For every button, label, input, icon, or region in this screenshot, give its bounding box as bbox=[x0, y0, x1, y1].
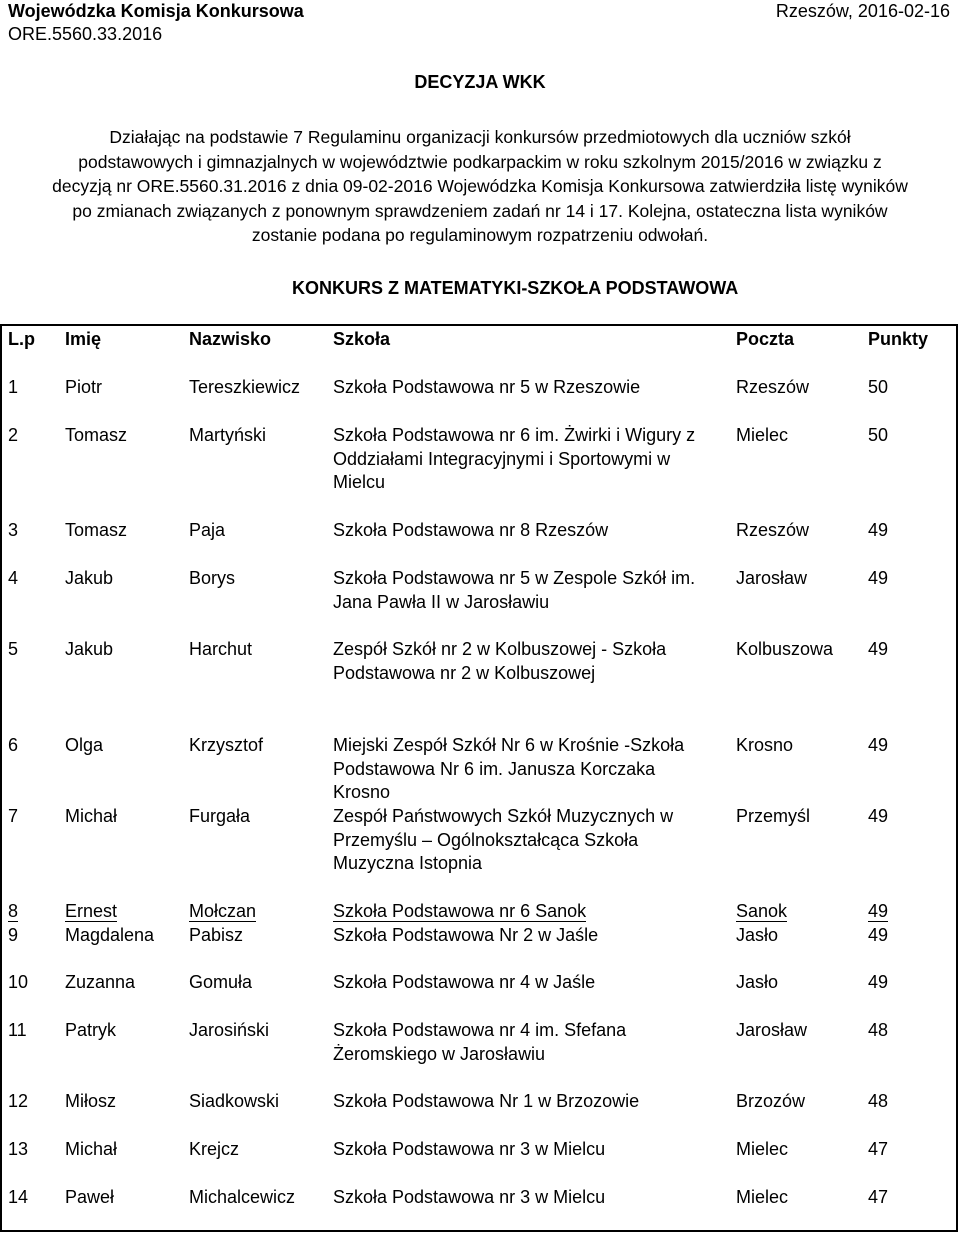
column-header-poczta: Poczta bbox=[736, 329, 795, 349]
row-post-town bbox=[736, 1090, 860, 1114]
row-last-name-text: Michalcewicz bbox=[189, 1187, 296, 1207]
row-school bbox=[333, 1186, 731, 1210]
row-lp-text: 5 bbox=[8, 639, 19, 659]
row-school-text: Szkoła Podstawowa nr 4 w Jaśle bbox=[333, 972, 596, 992]
row-first-name bbox=[65, 376, 187, 400]
row-last-name bbox=[189, 424, 331, 448]
row-lp-text: 14 bbox=[8, 1187, 29, 1207]
row-lp bbox=[8, 567, 60, 591]
row-first-name-text: Piotr bbox=[65, 377, 103, 397]
row-post-town-text: Krosno bbox=[736, 735, 794, 755]
row-post-town-text: Sanok bbox=[736, 901, 788, 921]
column-header-imie: Imię bbox=[65, 329, 102, 349]
row-lp-text: 4 bbox=[8, 568, 19, 588]
row-points bbox=[868, 567, 948, 591]
row-post-town bbox=[736, 424, 860, 448]
row-lp bbox=[8, 924, 60, 948]
row-first-name-text: Olga bbox=[65, 735, 104, 755]
row-school-text: Szkoła Podstawowa nr 5 w Zespole Szkół im. bbox=[333, 568, 696, 588]
row-first-name bbox=[65, 1138, 187, 1162]
row-lp bbox=[8, 638, 60, 662]
row-first-name-text: Paweł bbox=[65, 1187, 115, 1207]
row-points bbox=[868, 971, 948, 995]
row-school-text: Szkoła Podstawowa nr 5 w Rzeszowie bbox=[333, 377, 641, 397]
row-first-name-text: Michał bbox=[65, 806, 118, 826]
row-last-name-text: Martyński bbox=[189, 425, 267, 445]
row-lp bbox=[8, 1138, 60, 1162]
row-lp bbox=[8, 424, 60, 448]
row-first-name-text: Miłosz bbox=[65, 1091, 117, 1111]
row-lp bbox=[8, 1186, 60, 1210]
row-post-town bbox=[736, 971, 860, 995]
row-points bbox=[868, 1019, 948, 1043]
row-last-name-text: Harchut bbox=[189, 639, 253, 659]
row-points-text: 47 bbox=[868, 1139, 889, 1159]
row-points bbox=[868, 1138, 948, 1162]
row-first-name bbox=[65, 1186, 187, 1210]
reference-number: ORE.5560.33.2016 bbox=[8, 24, 163, 44]
row-school-text: Przemyślu – Ogólnokształcąca Szkoła bbox=[333, 829, 639, 850]
row-first-name bbox=[65, 519, 187, 543]
row-points-text: 50 bbox=[868, 425, 889, 445]
row-school-text: Zespół Szkół nr 2 w Kolbuszowej - Szkoła bbox=[333, 639, 667, 659]
row-first-name bbox=[65, 734, 187, 758]
row-first-name bbox=[65, 924, 187, 948]
column-header-punkty: Punkty bbox=[868, 329, 929, 349]
row-points bbox=[868, 734, 948, 758]
row-last-name-text: Furgała bbox=[189, 806, 251, 826]
row-points-text: 49 bbox=[868, 639, 889, 659]
row-lp bbox=[8, 971, 60, 995]
row-points bbox=[868, 519, 948, 543]
row-last-name bbox=[189, 805, 331, 829]
row-lp-text: 6 bbox=[8, 735, 19, 755]
row-points bbox=[868, 805, 948, 829]
intro-line: decyzją nr ORE.5560.31.2016 z dnia 09-02-2016 Wojewódzka Komisja Konkursowa zatwierdziła listę wyników bbox=[52, 176, 908, 197]
row-lp bbox=[8, 1090, 60, 1114]
row-last-name bbox=[189, 1090, 331, 1114]
row-first-name bbox=[65, 1090, 187, 1114]
row-lp bbox=[8, 734, 60, 758]
row-last-name bbox=[189, 734, 331, 758]
row-first-name bbox=[65, 424, 187, 448]
row-school bbox=[333, 1090, 731, 1114]
row-lp bbox=[8, 900, 60, 924]
row-points bbox=[868, 638, 948, 662]
row-school bbox=[333, 376, 731, 400]
row-post-town-text: Mielec bbox=[736, 1187, 789, 1207]
row-post-town-text: Brzozów bbox=[736, 1091, 806, 1111]
row-first-name bbox=[65, 638, 187, 662]
row-first-name bbox=[65, 567, 187, 591]
row-school bbox=[333, 1019, 731, 1066]
row-points-text: 47 bbox=[868, 1187, 889, 1207]
row-first-name-text: Jakub bbox=[65, 568, 114, 588]
row-school-text: Oddziałami Integracyjnymi i Sportowymi w bbox=[333, 448, 671, 469]
row-first-name bbox=[65, 971, 187, 995]
intro-line: po zmianach związanych z ponownym sprawdzeniem zadań nr 14 i 17. Kolejna, ostateczna lista wyników bbox=[72, 200, 888, 221]
row-school-text: Szkoła Podstawowa Nr 2 w Jaśle bbox=[333, 925, 599, 945]
row-last-name-text: Tereszkiewicz bbox=[189, 377, 301, 397]
intro-line: zostanie podana po regulaminowym rozpatrzeniu odwołań. bbox=[251, 225, 709, 246]
row-school-text: Szkoła Podstawowa nr 6 Sanok bbox=[333, 901, 587, 921]
row-post-town-text: Mielec bbox=[736, 1139, 789, 1159]
row-first-name-text: Jakub bbox=[65, 639, 114, 659]
row-lp-text: 11 bbox=[8, 1020, 27, 1040]
row-points bbox=[868, 1186, 948, 1210]
intro-line: Działając na podstawie 7 Regulaminu organizacji konkursów przedmiotowych dla uczniów szkół bbox=[109, 127, 851, 147]
row-last-name bbox=[189, 519, 331, 543]
row-first-name-text: Michał bbox=[65, 1139, 118, 1159]
row-post-town-text: Rzeszów bbox=[736, 377, 810, 397]
row-post-town bbox=[736, 376, 860, 400]
row-last-name bbox=[189, 971, 331, 995]
row-first-name-text: Magdalena bbox=[65, 925, 155, 945]
row-school bbox=[333, 805, 731, 876]
results-table bbox=[0, 324, 958, 1232]
row-post-town bbox=[736, 567, 860, 591]
row-post-town bbox=[736, 1138, 860, 1162]
column-header-szkola: Szkoła bbox=[333, 329, 391, 349]
row-points-text: 49 bbox=[868, 735, 889, 755]
row-school bbox=[333, 519, 731, 543]
row-first-name bbox=[65, 900, 187, 924]
row-school-text: Szkoła Podstawowa nr 4 im. Sfefana bbox=[333, 1020, 627, 1040]
row-last-name bbox=[189, 1138, 331, 1162]
row-school-text: Miejski Zespół Szkół Nr 6 w Krośnie -Szkoła bbox=[333, 735, 685, 755]
row-school-text: Mielcu bbox=[333, 472, 386, 492]
row-points-text: 48 bbox=[868, 1091, 889, 1111]
row-post-town-text: Przemyśl bbox=[736, 806, 811, 826]
decision-title: DECYZJA WKK bbox=[414, 72, 546, 92]
row-points bbox=[868, 376, 948, 400]
row-school bbox=[333, 1138, 731, 1162]
intro-line: podstawowych i gimnazjalnych w województwie podkarpackim w roku szkolnym 2015/2016 w związku z bbox=[78, 151, 882, 172]
intro-paragraph bbox=[0, 125, 960, 248]
row-post-town bbox=[736, 900, 860, 924]
row-last-name bbox=[189, 1186, 331, 1210]
row-post-town-text: Mielec bbox=[736, 425, 789, 445]
row-school-text: Krosno bbox=[333, 782, 391, 802]
row-post-town-text: Jasło bbox=[736, 925, 779, 945]
row-school-text: Szkoła Podstawowa nr 6 im. Żwirki i Wigury z bbox=[333, 425, 696, 445]
place-date: Rzeszów, 2016-02-16 bbox=[775, 1, 950, 21]
row-post-town bbox=[736, 734, 860, 758]
row-first-name bbox=[65, 1019, 187, 1043]
row-lp-text: 10 bbox=[8, 972, 29, 992]
row-school-text: Żeromskiego w Jarosławiu bbox=[333, 1043, 546, 1064]
column-header-nazwisko: Nazwisko bbox=[189, 329, 272, 349]
row-first-name-text: Tomasz bbox=[65, 520, 128, 540]
row-points bbox=[868, 924, 948, 948]
row-last-name-text: Gomuła bbox=[189, 972, 253, 992]
row-first-name-text: Patryk bbox=[65, 1020, 117, 1040]
row-post-town bbox=[736, 1186, 860, 1210]
row-lp-text: 9 bbox=[8, 925, 19, 945]
row-school-text: Szkoła Podstawowa nr 3 w Mielcu bbox=[333, 1139, 606, 1159]
row-last-name bbox=[189, 567, 331, 591]
row-last-name-text: Paja bbox=[189, 520, 226, 540]
row-points-text: 50 bbox=[868, 377, 889, 397]
row-last-name-text: Siadkowski bbox=[189, 1091, 280, 1111]
row-school-text: Szkoła Podstawowa nr 8 Rzeszów bbox=[333, 520, 609, 540]
row-lp-text: 8 bbox=[8, 901, 19, 921]
row-points-text: 48 bbox=[868, 1020, 889, 1040]
row-lp bbox=[8, 805, 60, 829]
document-header-left bbox=[8, 0, 304, 46]
row-points bbox=[868, 1090, 948, 1114]
row-post-town-text: Kolbuszowa bbox=[736, 639, 834, 659]
row-school-text: Muzyczna Istopnia bbox=[333, 853, 483, 873]
row-first-name-text: Tomasz bbox=[65, 425, 128, 445]
row-points-text: 49 bbox=[868, 925, 889, 945]
row-post-town bbox=[736, 805, 860, 829]
row-last-name bbox=[189, 638, 331, 662]
row-post-town-text: Jasło bbox=[736, 972, 779, 992]
row-school bbox=[333, 638, 731, 685]
row-school-text: Podstawowa nr 2 w Kolbuszowej bbox=[333, 662, 596, 683]
row-school bbox=[333, 900, 731, 924]
row-lp-text: 2 bbox=[8, 425, 19, 445]
row-post-town bbox=[736, 924, 860, 948]
row-school-text: Szkoła Podstawowa Nr 1 w Brzozowie bbox=[333, 1091, 640, 1111]
row-last-name-text: Pabisz bbox=[189, 925, 244, 945]
row-lp bbox=[8, 376, 60, 400]
row-post-town bbox=[736, 519, 860, 543]
row-points bbox=[868, 900, 948, 924]
row-school bbox=[333, 424, 731, 495]
row-lp bbox=[8, 519, 60, 543]
row-points-text: 49 bbox=[868, 972, 889, 992]
row-school-text: Zespół Państwowych Szkół Muzycznych w bbox=[333, 806, 674, 826]
row-last-name bbox=[189, 900, 331, 924]
row-first-name bbox=[65, 805, 187, 829]
row-points-text: 49 bbox=[868, 520, 889, 540]
row-last-name-text: Jarosiński bbox=[189, 1020, 270, 1040]
row-lp-text: 3 bbox=[8, 520, 19, 540]
row-post-town bbox=[736, 638, 860, 662]
row-first-name-text: Zuzanna bbox=[65, 972, 136, 992]
contest-title: KONKURS Z MATEMATYKI-SZKOŁA PODSTAWOWA bbox=[292, 278, 739, 298]
row-lp-text: 1 bbox=[8, 377, 19, 397]
row-lp-text: 7 bbox=[8, 806, 19, 826]
row-school-text: Podstawowa Nr 6 im. Janusza Korczaka bbox=[333, 758, 656, 779]
row-last-name-text: Krzysztof bbox=[189, 735, 264, 755]
organization-name: Wojewódzka Komisja Konkursowa bbox=[8, 1, 304, 21]
row-last-name-text: Krejcz bbox=[189, 1139, 240, 1159]
row-points bbox=[868, 424, 948, 448]
row-post-town-text: Jarosław bbox=[736, 1020, 808, 1040]
row-post-town-text: Jarosław bbox=[736, 568, 808, 588]
row-last-name bbox=[189, 924, 331, 948]
row-school bbox=[333, 567, 731, 614]
row-points-text: 49 bbox=[868, 568, 889, 588]
row-lp-text: 13 bbox=[8, 1139, 29, 1159]
row-points-text: 49 bbox=[868, 806, 889, 826]
row-school-text: Szkoła Podstawowa nr 3 w Mielcu bbox=[333, 1187, 606, 1207]
row-school bbox=[333, 734, 731, 805]
row-first-name-text: Ernest bbox=[65, 901, 118, 921]
row-last-name bbox=[189, 376, 331, 400]
row-post-town-text: Rzeszów bbox=[736, 520, 810, 540]
row-lp-text: 12 bbox=[8, 1091, 29, 1111]
row-school bbox=[333, 971, 731, 995]
column-header-lp: L.p bbox=[8, 329, 35, 349]
row-last-name-text: Mołczan bbox=[189, 901, 257, 921]
row-points-text: 49 bbox=[868, 901, 889, 921]
row-school bbox=[333, 924, 731, 948]
row-school-text: Jana Pawła II w Jarosławiu bbox=[333, 591, 550, 612]
row-last-name bbox=[189, 1019, 331, 1043]
row-post-town bbox=[736, 1019, 860, 1043]
row-lp bbox=[8, 1019, 60, 1043]
row-last-name-text: Borys bbox=[189, 568, 236, 588]
